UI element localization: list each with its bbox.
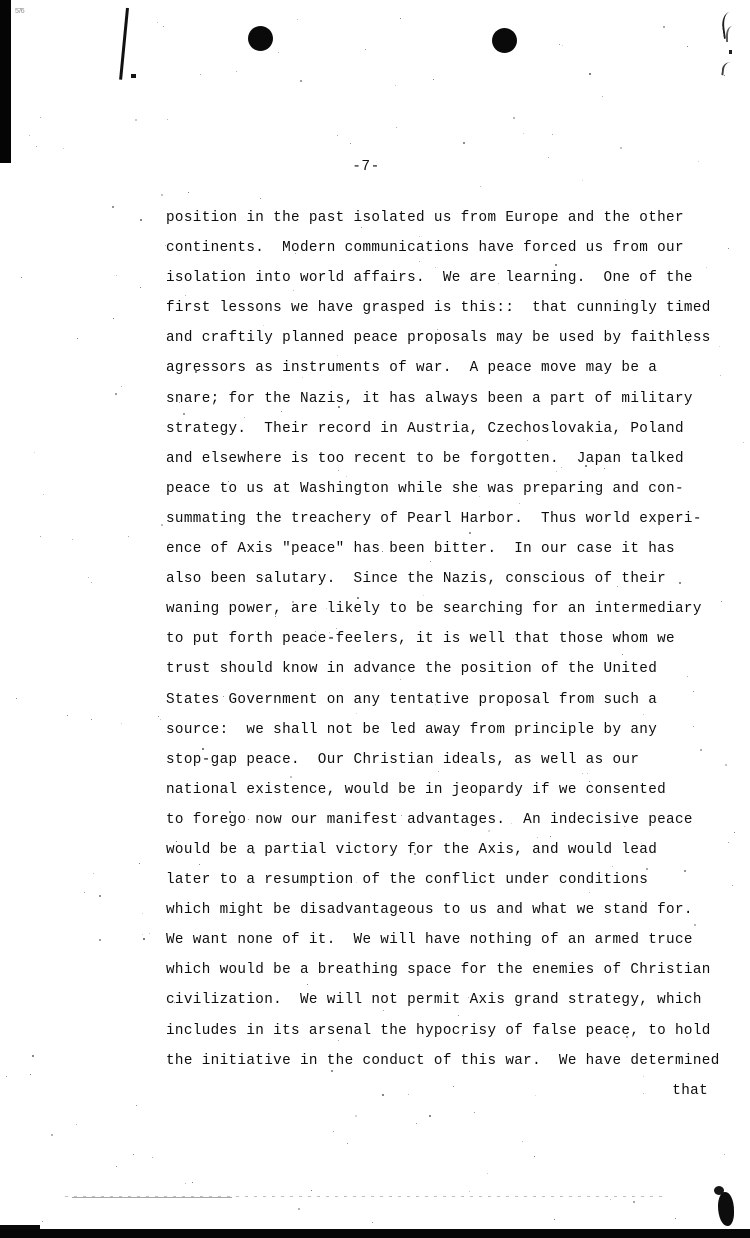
scan-edge-bottom-taper (0, 1225, 40, 1229)
document-line: stop-gap peace. Our Christian ideals, as well as our (166, 751, 640, 768)
document-line: waning power, are likely to be searching for an intermediary (166, 601, 702, 618)
document-line: first lessons we have grasped is this:: that cunningly timed (166, 300, 711, 317)
document-line: isolation into world affairs. We are learning. One of the (166, 270, 693, 287)
document-line: peace to us at Washington while she was preparing and con- (166, 480, 684, 497)
document-line: would be a partial victory for the Axis, and would lead (166, 841, 658, 858)
punch-hole-right (492, 28, 517, 53)
document-line: the initiative in the conduct of this war. We have determined (166, 1052, 720, 1069)
document-line: and elsewhere is too recent to be forgotten. Japan talked (166, 450, 684, 467)
scan-edge-bottom (0, 1229, 750, 1238)
document-line: position in the past isolated us from Europe and the other (166, 210, 684, 226)
document-line: States Government on any tentative proposal from such a (166, 691, 658, 708)
document-line: to forego now our manifest advantages. An indecisive peace (166, 811, 693, 828)
punch-hole-left (248, 26, 273, 51)
pencil-mark-dot (729, 50, 732, 54)
faint-dotted-rule-segment (72, 1197, 232, 1198)
scan-streak-tail (131, 74, 136, 78)
document-line: We want none of it. We will have nothing of an armed truce (166, 932, 693, 949)
stamp-smudge: 576 (15, 8, 24, 15)
document-line: trust should know in advance the position of the United (166, 661, 658, 678)
document-line: includes in its arsenal the hypocrisy of false peace, to hold (166, 1022, 711, 1039)
document-line: which might be disadvantageous to us and what we stand for. (166, 902, 693, 919)
catchword: that (672, 1082, 708, 1099)
document-line: later to a resumption of the conflict under conditions (166, 872, 649, 889)
document-line: summating the treachery of Pearl Harbor. Thus world experi- (166, 510, 702, 527)
document-line: strategy. Their record in Austria, Czechoslovakia, Poland (166, 420, 684, 437)
document-line: which would be a breathing space for the enemies of Christian (166, 962, 711, 979)
document-body (166, 203, 726, 1106)
page-number-text: -7- (352, 159, 380, 175)
document-line: national existence, would be in jeopardy if we consented (166, 781, 667, 798)
document-line: civilization. We will not permit Axis grand strategy, which (166, 992, 702, 1009)
document-line: source: we shall not be led away from principle by any (166, 721, 658, 738)
scan-streak-mark (119, 8, 129, 80)
ink-blotch-bottom-right (718, 1192, 734, 1226)
document-line: and craftily planned peace proposals may be used by faithless (166, 330, 711, 347)
document-line: to put forth peace-feelers, it is well that those whom we (166, 631, 675, 648)
document-line: continents. Modern communications have forced us from our (166, 240, 684, 257)
page-number (0, 159, 750, 175)
ink-blotch-secondary (714, 1186, 724, 1195)
document-line: snare; for the Nazis, it has always been a part of military (166, 390, 693, 407)
pencil-mark-b (726, 26, 737, 42)
scan-edge-left (0, 0, 11, 163)
document-line: agressors as instruments of war. A peace move may be a (166, 360, 658, 377)
document-line: ence of Axis "peace" has been bitter. In our case it has (166, 541, 675, 558)
document-line: also been salutary. Since the Nazis, conscious of their (166, 571, 667, 588)
